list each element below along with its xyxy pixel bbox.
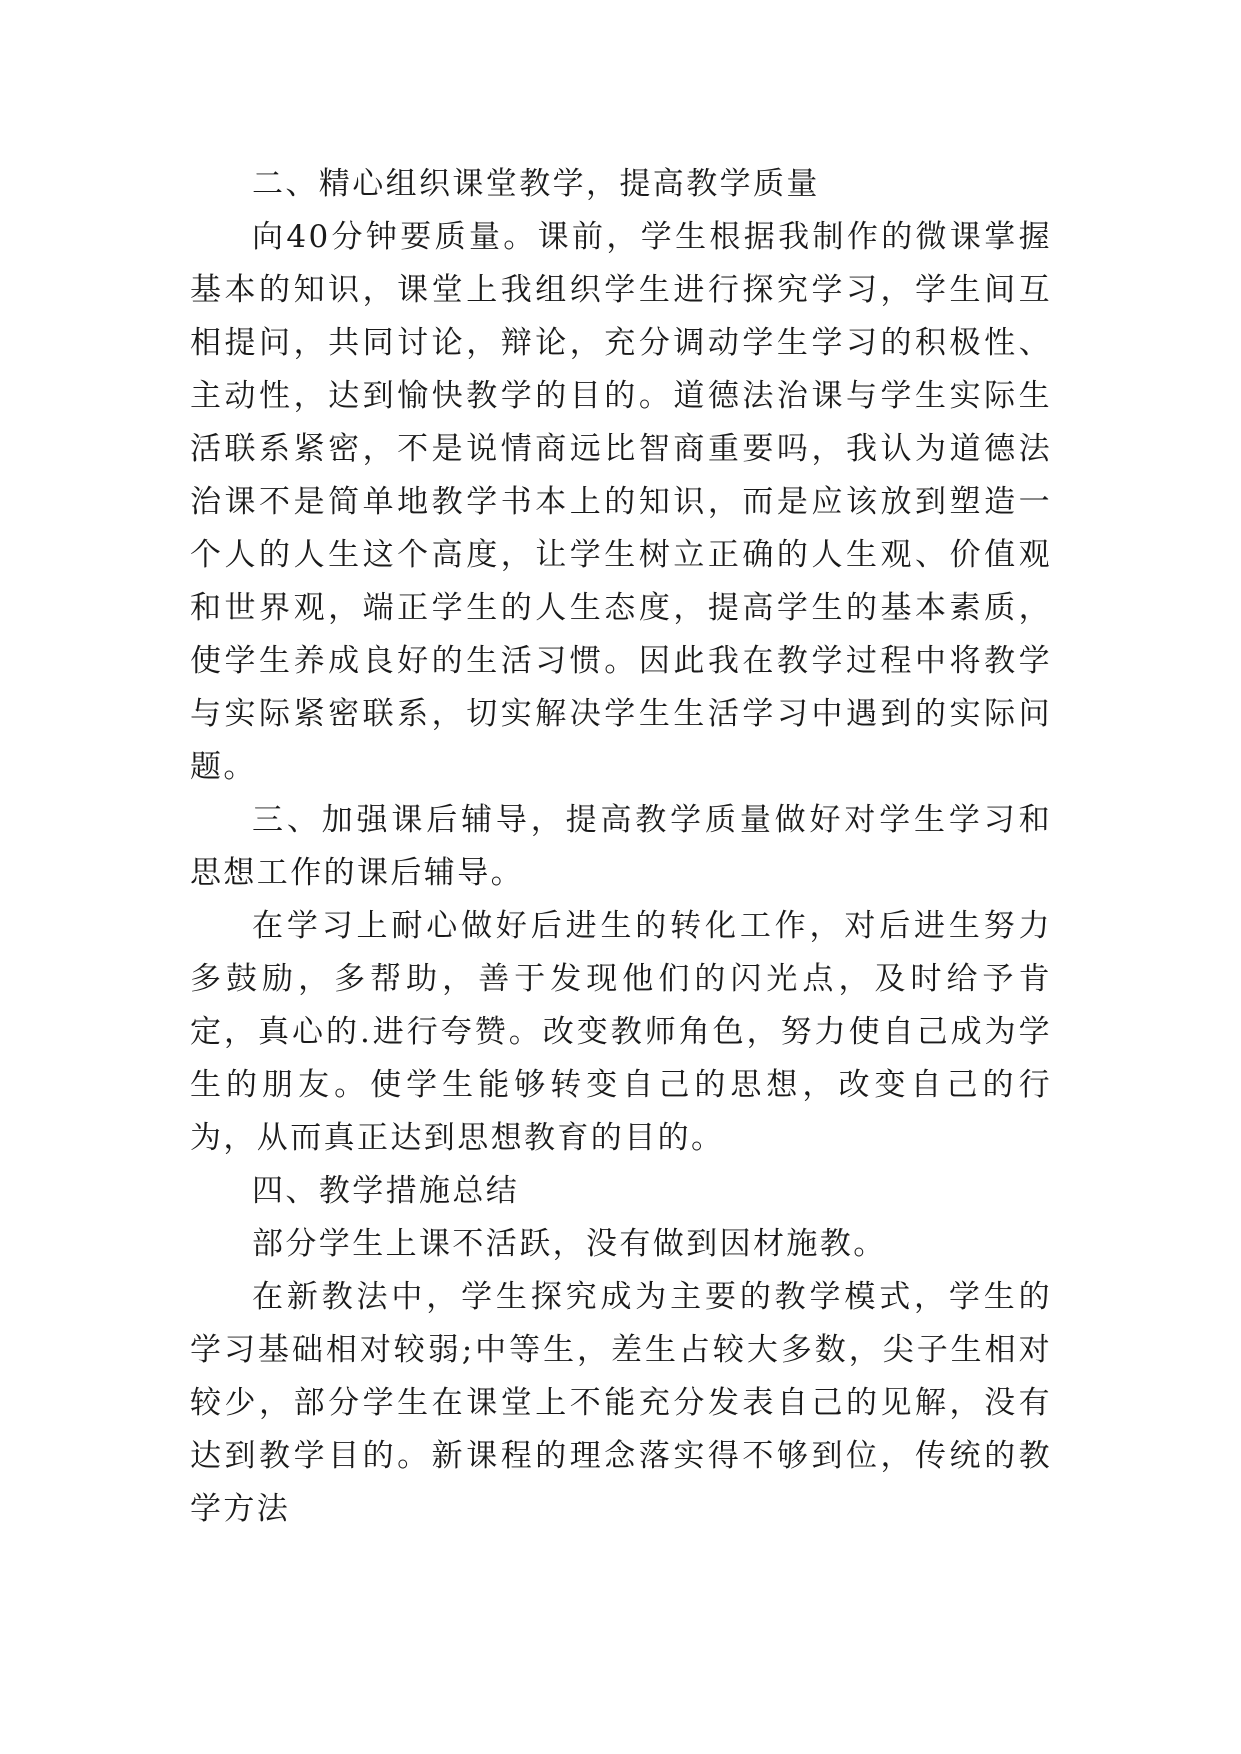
paragraph-new-teaching-method: 在新教法中，学生探究成为主要的教学模式，学生的学习基础相对较弱;中等生，差生占较大多数，尖子生相对较少，部分学生在课堂上不能充分发表自己的见解，没有达到教学目的。新课程的理念落实得不够到位，传统的教学方法: [190, 1279, 1052, 1527]
section-heading-4: 四、教学措施总结: [252, 1173, 520, 1209]
paragraph-inactive-students: 部分学生上课不活跃，没有做到因材施教。: [252, 1226, 887, 1262]
section-heading-2: 二、精心组织课堂教学，提高教学质量: [252, 166, 820, 202]
section-heading-3: 三、加强课后辅导，提高教学质量做好对学生学习和思想工作的课后辅导。: [190, 802, 1052, 891]
paragraph-classroom-teaching: 向40分钟要质量。课前，学生根据我制作的微课掌握基本的知识，课堂上我组织学生进行探究学习，学生间互相提问，共同讨论，辩论，充分调动学生学习的积极性、主动性，达到愉快教学的目的。道德法治课与学生实际生活联系紧密，不是说情商远比智商重要吗，我认为道德法治课不是简单地教学书本上的知识，而是应该放到塑造一个人的人生这个高度，让学生树立正确的人生观、价值观和世界观，端正学生的人生态度，提高学生的基本素质，使学生养成良好的生活习惯。因此我在教学过程中将教学与实际紧密联系，切实解决学生生活学习中遇到的实际问题。: [190, 219, 1052, 785]
document-body: [190, 158, 1052, 1536]
paragraph-after-class-tutoring: 在学习上耐心做好后进生的转化工作，对后进生努力多鼓励，多帮助，善于发现他们的闪光点，及时给予肯定，真心的.进行夸赞。改变教师角色，努力使自己成为学生的朋友。使学生能够转变自己的思想，改变自己的行为，从而真正达到思想教育的目的。: [190, 908, 1052, 1156]
